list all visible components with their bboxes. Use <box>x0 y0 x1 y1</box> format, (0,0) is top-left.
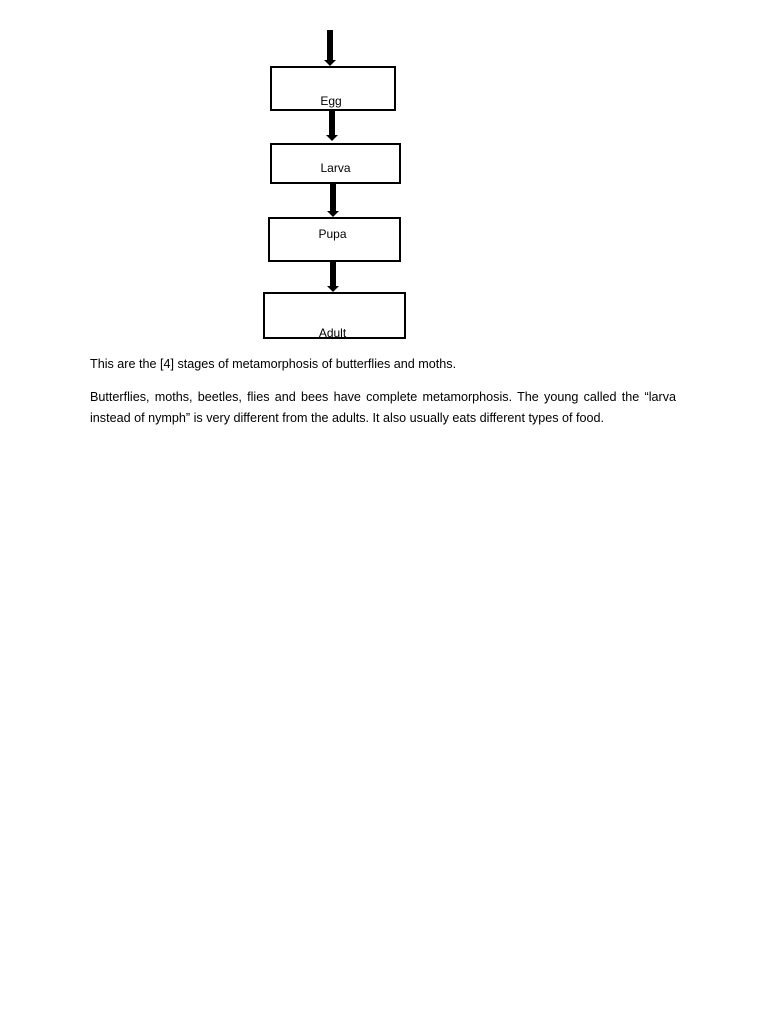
arrow-shaft <box>327 30 333 60</box>
metamorphosis-flowchart <box>0 0 768 345</box>
stage-label-egg: Egg <box>320 94 342 108</box>
stage-label-larva: Larva <box>320 161 351 175</box>
body-paragraph: Butterflies, moths, beetles, flies and bees have complete metamorphosis. The young called the “larva instead of nymph” is very different from the adults. It also usually eats different types of food. <box>90 390 676 425</box>
stage-label-pupa: Pupa <box>318 227 347 241</box>
stage-box-pupa <box>268 217 401 262</box>
arrow-shaft <box>329 110 335 136</box>
stage-box-adult <box>263 292 406 339</box>
arrow-shaft <box>330 183 336 212</box>
arrow-head <box>326 135 338 141</box>
arrow-shaft <box>330 261 336 287</box>
stage-box-egg <box>270 66 396 111</box>
stage-label-adult: Adult <box>318 326 347 339</box>
stage-box-larva <box>270 143 401 184</box>
intro-paragraph: This are the [4] stages of metamorphosis of butterflies and moths. <box>90 357 457 371</box>
